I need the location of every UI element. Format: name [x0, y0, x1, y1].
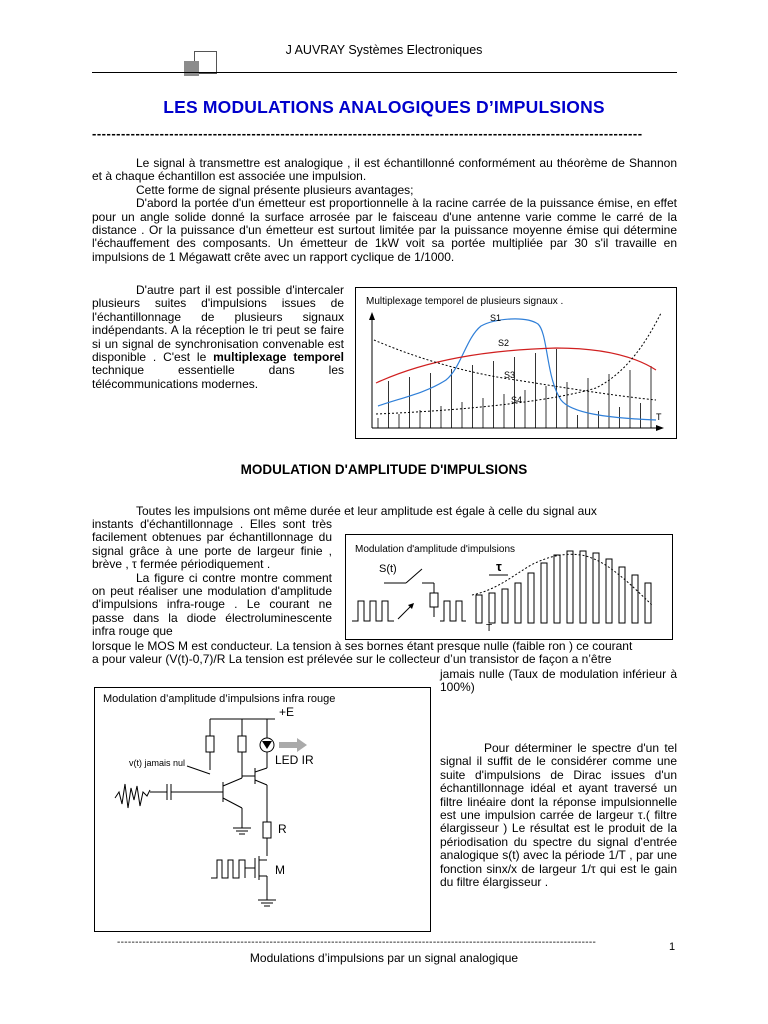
transistor-emitter — [255, 780, 267, 785]
figure2-st-label: S(t) — [379, 563, 397, 575]
header-logo-square-shadow — [184, 61, 199, 76]
figure-pam — [345, 534, 673, 640]
resistor — [430, 593, 438, 607]
header-rule — [92, 72, 677, 73]
spectrum-text-2: .( filtre élargisseur ) Le résultat est le produit de la périodisation du spectre du signal d'entrée analogique s(t) avec la période 1/T , par une fonction sinx/x de largeur 1/ — [440, 808, 677, 876]
intro-paragraph: Cette forme de signal présente plusieurs avantages; — [136, 182, 414, 197]
vt-label: v(t) jamais nul — [129, 758, 186, 768]
pam-pulse — [632, 575, 638, 623]
pam-cont-line: a pour valeur (V(t)-0,7)/R La tension est prélevée sur le collecteur d’un transistor de façon a n’être — [92, 652, 612, 667]
pam-continuation — [92, 640, 677, 667]
page-title: LES MODULATIONS ANALOGIQUES D’IMPULSIONS — [163, 97, 605, 117]
input-signal-icon — [115, 784, 150, 808]
spectrum-paragraph — [440, 742, 677, 889]
pam-first-line: Toutes les impulsions ont même durée et leur amplitude est égale à celle du signal aux — [136, 504, 597, 518]
y-arrow-icon — [369, 312, 375, 320]
spectrum-text-3: qui est le gain du filtre élargisseur . — [440, 861, 678, 890]
footer-text: Modulations d’impulsions par un signal analogique — [249, 951, 519, 965]
switch-blade — [406, 569, 422, 583]
pam-left-text-1: instants d'échantillonnage . Elles sont très facilement obtenues par échantillonnage du signal grâce à une porte de largeur finie , brève , — [92, 517, 332, 572]
pam-pulse — [515, 583, 521, 623]
header-author: J AUVRAY Systèmes Electroniques — [285, 43, 483, 57]
pam-pulse — [619, 567, 625, 623]
figure-multiplexing — [355, 287, 677, 439]
resistor — [206, 736, 214, 752]
led-diode-icon — [262, 741, 272, 749]
figure2-tau-label: τ — [496, 559, 502, 574]
intro-paragraph: D'abord la portée d'un émetteur est proportionnelle à la racine carrée de la puissance émise, en effet pour un angle solide donné la surface arrosée par le faisceau d'une antenne varie comme le carré de la distance . Or la puissance d'un émetteur est surtout limitée par la puissance moyenne émise qui détermine l'échauffement des composants. Un émetteur de 1kW voit sa portée multipliée par 30 s'il travaille en impulsions de 1 Mégawatt crête avec un rapport cyclique de 1/1000. — [92, 196, 677, 264]
led-label: LED IR — [275, 753, 314, 767]
pam-right-short: jamais nulle (Taux de modulation inférieur à 100%) — [440, 667, 677, 695]
figure1-caption: Multiplexage temporel de plusieurs signaux . — [366, 296, 564, 307]
resistor — [238, 736, 246, 752]
vcc-label: +E — [279, 705, 295, 719]
title-dash-rule: ------------------------------------------------------------------------------------------------------------------ — [92, 126, 643, 141]
label-s3: S3 — [504, 370, 516, 380]
footer-dash-rule: ------------------------------------------------------------------------------------------------------------------------------------ — [117, 937, 597, 948]
resistor-r — [263, 822, 271, 838]
tau-symbol: τ — [637, 808, 643, 823]
pam-pulses — [476, 551, 651, 623]
pam-left-paragraph — [92, 518, 332, 639]
figure2-caption: Modulation d'amplitude d'impulsions — [355, 544, 516, 555]
figure-ir-circuit — [94, 687, 431, 932]
transistor-collector — [255, 768, 267, 772]
pam-left-text-3: La figure ci contre montre comment on peut réaliser une modulation d'amplitude d'impulsions infra-rouge . Le courant ne passe dans la diode électroluminescente infra rouge que — [92, 570, 332, 639]
pam-left-text-2: fermée périodiquement . — [136, 557, 271, 572]
label-s1: S1 — [490, 313, 502, 323]
section-title-pam: MODULATION D'AMPLITUDE D'IMPULSIONS — [240, 462, 528, 477]
intro-paragraphs — [92, 157, 677, 264]
multiplex-paragraph — [92, 284, 344, 391]
pam-pulse — [541, 563, 547, 623]
label-s2: S2 — [498, 338, 510, 348]
pam-pulse — [502, 589, 508, 623]
pam-pulse — [554, 555, 560, 623]
pam-cont-line: lorsque le MOS M est conducteur. La tension à ses bornes étant presque nulle (faible ron ) ce courant — [92, 639, 633, 653]
multiplex-text-2: technique essentielle dans les télécommunications modernes. — [92, 363, 344, 391]
figure2-t-label: T — [486, 623, 493, 634]
x-arrow-icon — [656, 425, 664, 431]
pam-pulse — [528, 573, 534, 623]
page-number: 1 — [669, 941, 676, 953]
label-s4: S4 — [511, 395, 523, 405]
transistor-emitter — [223, 798, 242, 808]
gate-pulse-train — [440, 601, 466, 621]
gate-pulse-train — [211, 860, 245, 878]
tau-symbol: τ — [590, 861, 596, 876]
pam-pulse — [580, 551, 586, 623]
pam-pulse — [645, 583, 651, 623]
signal-s2-curve — [376, 348, 656, 383]
pam-pulse — [489, 593, 495, 623]
multiplexing-diagram — [356, 288, 676, 438]
multiplex-bold-term: multiplexage temporel — [213, 350, 344, 365]
tau-symbol: τ — [132, 557, 137, 572]
r-label: R — [278, 822, 287, 836]
pam-pulse — [606, 559, 612, 623]
pam-diagram — [346, 535, 672, 639]
pam-pulse — [567, 551, 573, 623]
multiplex-text-1: D'autre part il est possible d'intercaler plusieurs suites d'impulsions issues de l'échantillonnage de plusieurs signaux indépendants. A la réception le tri peut se faire si un signal de synchronisation convenable est disponible . C'est le — [92, 283, 344, 365]
pam-pulse — [476, 595, 482, 623]
spectrum-text-1: Pour déterminer le spectre d'un tel signal il suffit de le considérer comme une suite d'impulsions de Dirac issues d'un échantillonnage idéal et ayant traversé un filtre linéaire dont la réponse impulsionnelle est une impulsion carrée de largeur — [440, 741, 677, 823]
input-pulse-train — [352, 601, 394, 621]
intro-paragraph: Le signal à transmettre est analogique , il est échantillonné conformément au théorème de Shannon et à chaque échantillon est associée une impulsion. — [92, 156, 677, 184]
ir-emission-arrow-icon — [279, 738, 307, 752]
m-label: M — [275, 863, 285, 877]
label-leader — [187, 766, 210, 774]
transistor-collector — [223, 778, 242, 786]
label-period-t: T — [656, 412, 662, 422]
figure3-caption: Modulation d’amplitude d’impulsions infra rouge — [103, 693, 336, 705]
arrow-shaft — [398, 605, 412, 619]
ir-circuit-diagram — [95, 688, 430, 931]
pam-pulse — [593, 553, 599, 623]
